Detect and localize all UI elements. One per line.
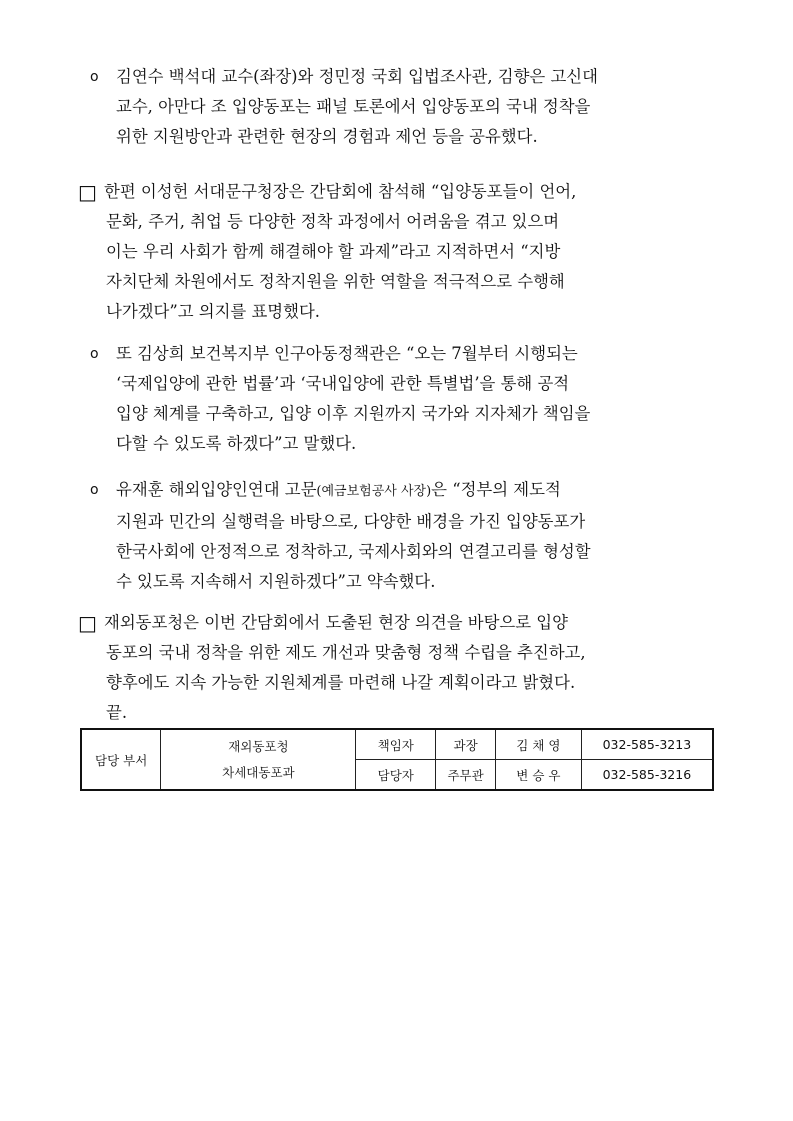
- text-line: [116, 475, 716, 507]
- paragraph-advisor-remarks: [116, 475, 716, 597]
- title-cell: 주무관: [436, 760, 496, 791]
- text-segment: 은 “정부의 제도적: [431, 480, 561, 499]
- name-cell: 김 채 영: [496, 729, 582, 760]
- phone-cell: 032-585-3213: [581, 729, 713, 760]
- text-line: 한편 이성헌 서대문구청장은 간담회에 참석해 “입양동포들이 언어,: [104, 182, 577, 201]
- text-line: 향후에도 지속 가능한 지원체계를 마련해 나갈 계획이라고 밝혔다.: [106, 673, 576, 692]
- text-line: 김연수 백석대 교수(좌장)와 정민정 국회 입법조사관, 김향은 고신대: [116, 67, 598, 86]
- bullet-square-2: □: [78, 611, 97, 635]
- text-line: 다할 수 있도록 하겠다”고 말했다.: [116, 434, 357, 453]
- dept-name-cell: [161, 729, 356, 790]
- text-line: 지원과 민간의 실행력을 바탕으로, 다양한 배경을 가진 입양동포가: [116, 512, 586, 531]
- table-row: [81, 729, 713, 760]
- bullet-circle-2: o: [90, 346, 99, 362]
- org-line: 차세대동포과: [222, 764, 295, 780]
- text-line: 문화, 주거, 취업 등 다양한 정착 과정에서 어려움을 겪고 있으며: [106, 212, 560, 231]
- text-line: ‘국제입양에 관한 법률’과 ‘국내입양에 관한 특별법’을 통해 공적: [116, 374, 570, 393]
- paragraph-ministry-remarks: [116, 339, 716, 459]
- bullet-circle-1: o: [90, 69, 99, 85]
- bullet-circle-3: o: [90, 482, 99, 498]
- paragraph-mayor-remarks: [104, 177, 718, 327]
- text-line: 동포의 국내 정착을 위한 제도 개선과 맞춤형 정책 수립을 추진하고,: [106, 643, 586, 662]
- bullet-square-1: □: [78, 180, 97, 204]
- text-segment-small: (예금보험공사 사장): [316, 484, 432, 499]
- title-cell: 과장: [436, 729, 496, 760]
- paragraph-agency-plan: [104, 608, 718, 728]
- text-line: 위한 지원방안과 관련한 현장의 경험과 제언 등을 공유했다.: [116, 127, 538, 146]
- contact-table: [80, 728, 714, 791]
- phone-cell: 032-585-3216: [581, 760, 713, 791]
- text-line: 수 있도록 지속해서 지원하겠다”고 약속했다.: [116, 572, 436, 591]
- role-cell: 담당자: [356, 760, 436, 791]
- text-line: 자치단체 차원에서도 정착지원을 위한 역할을 적극적으로 수행해: [106, 272, 565, 291]
- text-line: 교수, 아만다 조 입양동포는 패널 토론에서 입양동포의 국내 정착을: [116, 97, 591, 116]
- text-line: 또 김상희 보건복지부 인구아동정책관은 “오는 7월부터 시행되는: [116, 344, 578, 363]
- name-cell: 변 승 우: [496, 760, 582, 791]
- role-cell: 책임자: [356, 729, 436, 760]
- text-line: 나가겠다”고 의지를 표명했다.: [106, 302, 321, 321]
- text-line: 끝.: [106, 703, 128, 722]
- text-line: 입양 체계를 구축하고, 입양 이후 지원까지 국가와 지자체가 책임을: [116, 404, 591, 423]
- text-line: 이는 우리 사회가 함께 해결해야 할 과제”라고 지적하면서 “지방: [106, 242, 561, 261]
- text-line: 재외동포청은 이번 간담회에서 도출된 현장 의견을 바탕으로 입양: [104, 613, 568, 632]
- dept-label-cell: 담당 부서: [81, 729, 161, 790]
- org-line: 재외동포청: [228, 738, 289, 754]
- text-segment: 유재훈 해외입양인연대 고문: [116, 480, 317, 499]
- text-line: 한국사회에 안정적으로 정착하고, 국제사회와의 연결고리를 형성할: [116, 542, 591, 561]
- paragraph-panel-discussion: [116, 62, 716, 152]
